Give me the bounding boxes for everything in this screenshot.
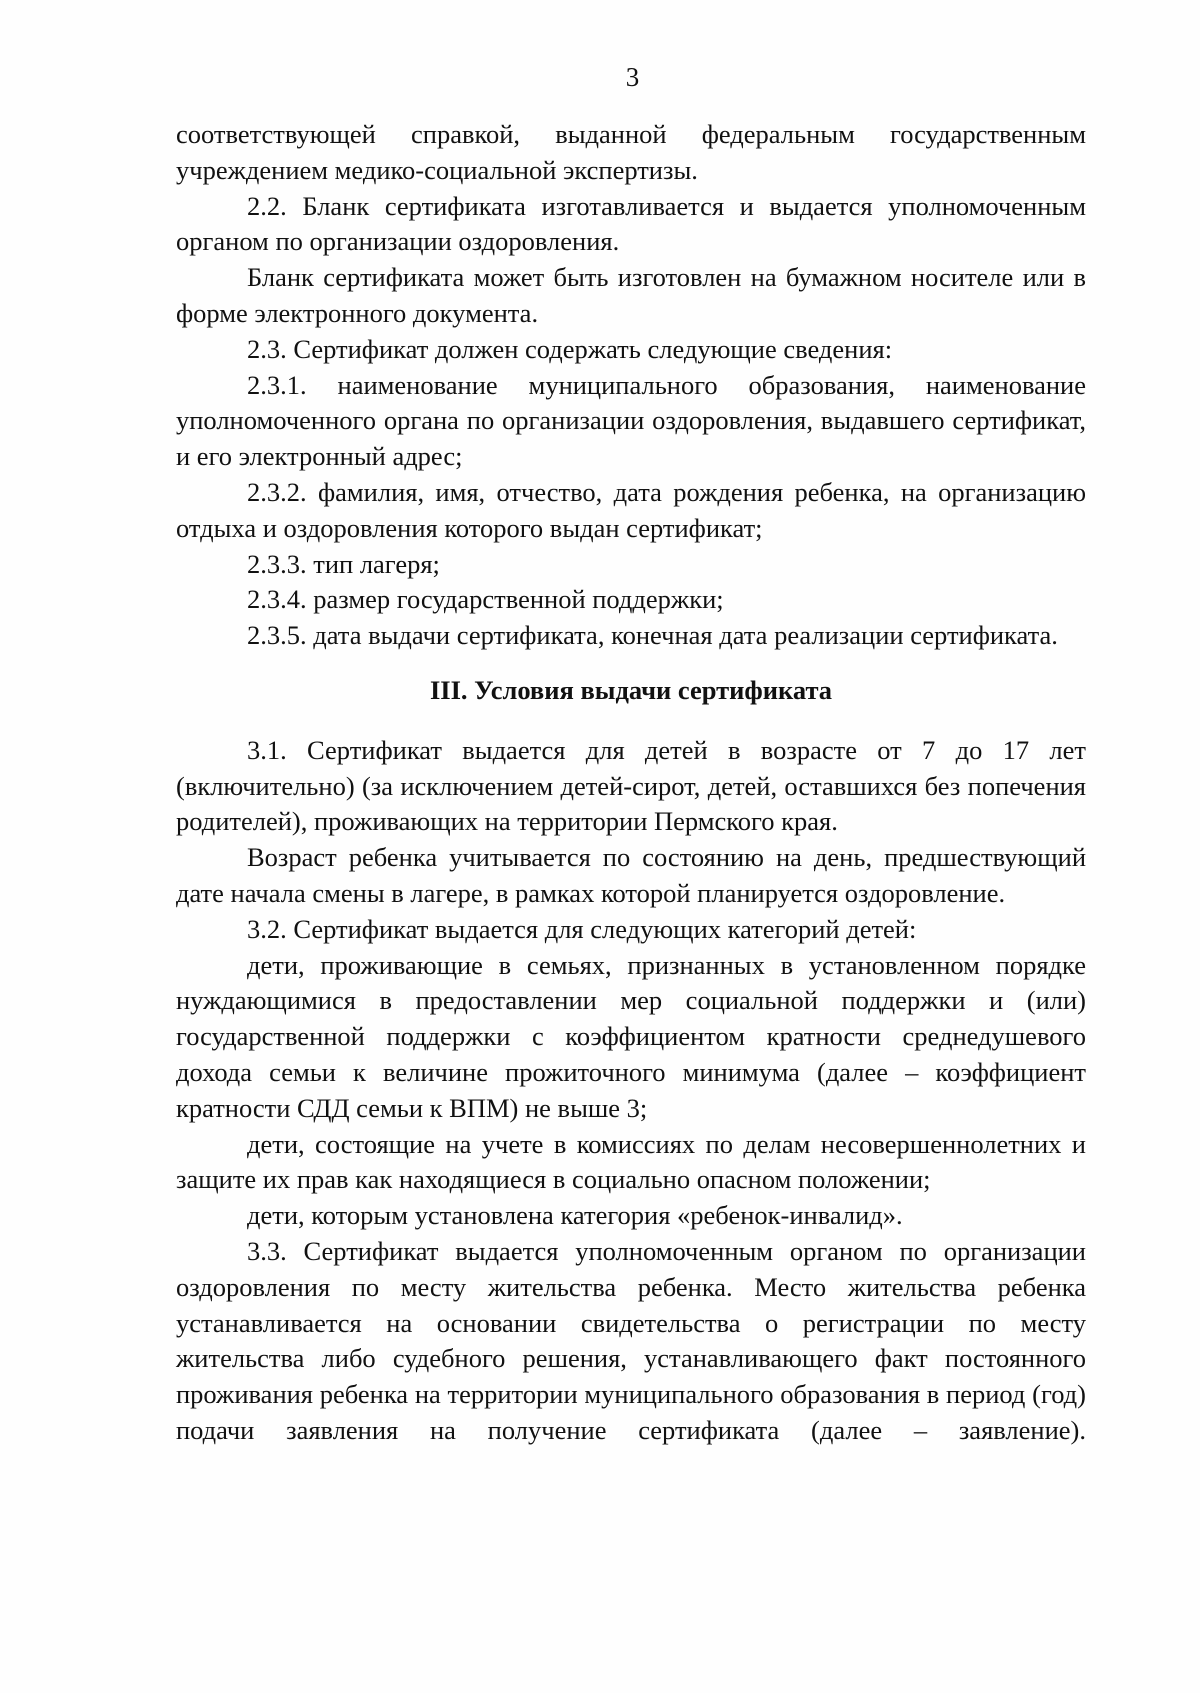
paragraph: дети, состоящие на учете в комиссиях по делам несовершеннолетних и защите их прав как находящиеся в социально опасном положении; — [176, 1128, 1086, 1195]
paragraph: соответствующей справкой, выданной федеральным государственным учреждением медико-социальной экспертизы. — [176, 119, 1086, 185]
paragraph: 2.3.2. фамилия, имя, отчество, дата рождения ребенка, на организацию отдыха и оздоровления которого выдан сертификат; — [176, 476, 1086, 543]
paragraph: 2.3.5. дата выдачи сертификата, конечная дата реализации сертификата. — [247, 620, 1058, 651]
paragraph: дети, которым установлена категория «ребенок-инвалид». — [247, 1200, 903, 1231]
paragraph: Возраст ребенка учитывается по состоянию на день, предшествующий дате начала смены в лагере, в рамках которой планируется оздоровление. — [176, 842, 1086, 908]
paragraph: 3.2. Сертификат выдается для следующих категорий детей: — [247, 913, 917, 944]
paragraph: 2.3.3. тип лагеря; — [247, 548, 440, 579]
paragraph: дети, проживающие в семьях, признанных в установленном порядке нуждающимися в предоставлении мер социальной поддержки и (или) государственной поддержки с коэффициентом кратности среднедушевого дохода семьи к величине прожиточного минимума (далее – коэффициент кратности СДД семьи к ВПМ) не выше 3; — [176, 949, 1086, 1123]
section-ii-continuation — [176, 117, 1086, 654]
page-number: 3 — [625, 62, 640, 92]
section-heading: III. Условия выдачи сертификата — [429, 674, 833, 705]
paragraph: 2.3.4. размер государственной поддержки; — [247, 584, 724, 615]
paragraph: Бланк сертификата может быть изготовлен на бумажном носителе или в форме электронного документа. — [176, 262, 1086, 328]
paragraph: 2.3.1. наименование муниципального образования, наименование уполномоченного органа по организации оздоровления, выдавшего сертификат, и его электронный адрес; — [176, 369, 1086, 472]
paragraph: 3.3. Сертификат выдается уполномоченным органом по организации оздоровления по месту жительства ребенка. Место жительства ребенка устанавливается на основании свидетельства о регистрации по месту жительства либо судебного решения, устанавливающего факт постоянного проживания ребенка на территории муниципального образования в период (год) подачи заявления на получение сертификата (далее – заявление). — [176, 1235, 1086, 1445]
paragraph: 2.2. Бланк сертификата изготавливается и выдается уполномоченным органом по организации оздоровления. — [176, 190, 1086, 257]
paragraph: 2.3. Сертификат должен содержать следующие сведения: — [247, 333, 893, 364]
document-body — [176, 117, 1086, 1449]
paragraph: 3.1. Сертификат выдается для детей в возрасте от 7 до 17 лет (включительно) (за исключением детей-сирот, детей, оставшихся без попечения родителей), проживающих на территории Пермского края. — [176, 734, 1086, 837]
section-iii — [176, 733, 1086, 1449]
